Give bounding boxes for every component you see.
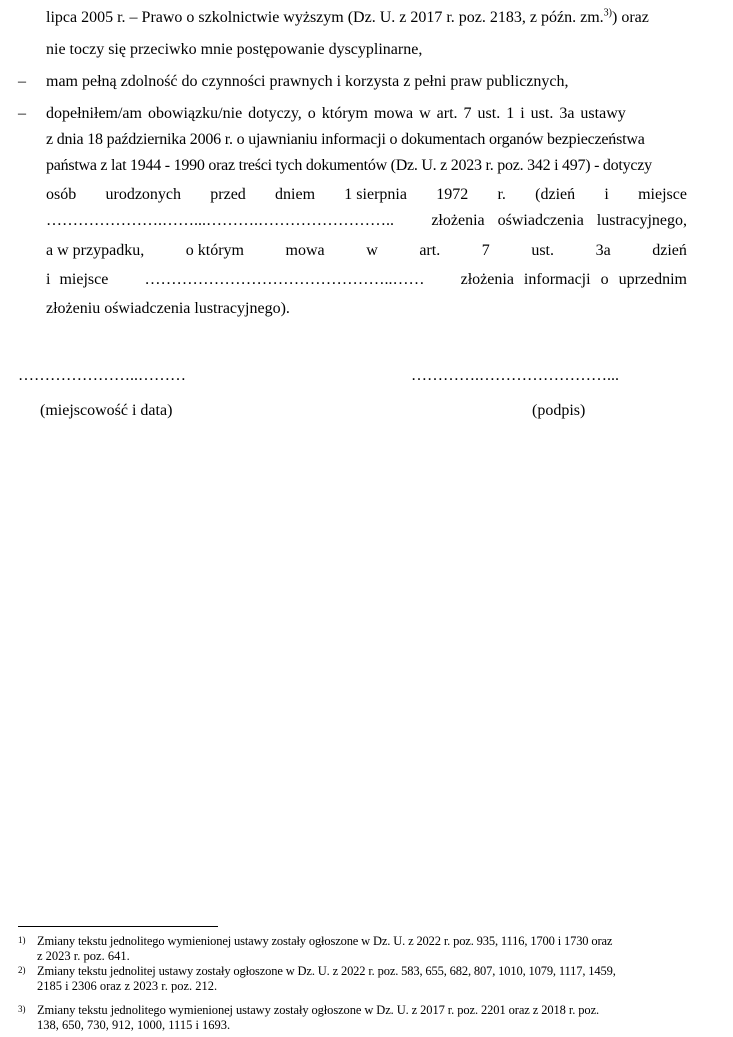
text-span: złożenia informacji o uprzednim (460, 271, 687, 288)
bullet-item-2-line-6 (46, 241, 687, 261)
word: urodzonych (105, 186, 182, 203)
footnote-1-line-2: z 2023 r. poz. 641. (37, 949, 130, 963)
text-span: i miejsce (46, 271, 109, 288)
word: dniem (275, 186, 316, 203)
word: r. (497, 186, 506, 203)
footnote-1-line-1: Zmiany tekstu jednolitego wymienionej ustawy zostały ogłoszone w Dz. U. z 2022 r. poz. 935, 1116, 1700 i 1730 oraz (37, 934, 613, 948)
bullet-item-2-line-8: złożeniu oświadczenia lustracyjnego). (46, 300, 290, 317)
word: o którym (185, 242, 244, 259)
text-span: złożenia oświadczenia lustracyjnego, (431, 212, 687, 229)
signature-dots: ………….……………………... (411, 367, 619, 384)
word: w (366, 242, 378, 259)
word: (dzień (535, 186, 576, 203)
bullet-dash: – (18, 105, 26, 122)
word: a w przypadku, (46, 242, 145, 259)
word: miejsce (638, 186, 687, 203)
footnote-ref: 3) (603, 7, 612, 19)
word: art. (419, 242, 441, 259)
word: 1 sierpnia (344, 186, 407, 203)
word: 7 (481, 242, 490, 259)
bullet-item-2-line-1: dopełniłem/am obowiązku/nie dotyczy, o którym mowa w art. 7 ust. 1 i ust. 3a ustawy (46, 105, 626, 122)
footnote-2-line-1: Zmiany tekstu jednolitej ustawy zostały ogłoszone w Dz. U. z 2022 r. poz. 583, 655, 682, 807, 1010, 1079, 1117, 1459, (37, 964, 616, 978)
word: mowa (285, 242, 325, 259)
signature-label: (podpis) (532, 402, 586, 419)
footnote-3-line-2: 138, 650, 730, 912, 1000, 1115 i 1693. (37, 1018, 231, 1032)
place-date-dots: …………………..……… (18, 367, 186, 384)
bullet-item-2-line-3: państwa z lat 1944 - 1990 oraz treści tych dokumentów (Dz. U. z 2023 r. poz. 342 i 497) - dotyczy (46, 157, 652, 174)
bullet-item-2-line-2: z dnia 18 października 2006 r. o ujawnianiu informacji o dokumentach organów bezpieczeństwa (46, 131, 645, 148)
bullet-item-2-line-4 (46, 185, 687, 205)
bullet-item-2-line-5 (46, 211, 687, 231)
text-span: lipca 2005 r. – Prawo o szkolnictwie wyższym (Dz. U. z 2017 r. poz. 2183, z późn. zm. (46, 9, 604, 26)
text-line-1 (46, 8, 687, 28)
word: 3a (595, 242, 611, 259)
footnote-3-line-1: Zmiany tekstu jednolitego wymienionej ustawy zostały ogłoszone w Dz. U. z 2017 r. poz. 2201 oraz z 2018 r. poz. (37, 1003, 600, 1017)
footnote-separator (18, 926, 218, 927)
word: i (604, 186, 609, 203)
footnote-3-mark: 3) (18, 1004, 26, 1014)
footnote-1-mark: 1) (18, 935, 26, 945)
word: dzień (652, 242, 687, 259)
word: 1972 (436, 186, 469, 203)
word: przed (210, 186, 246, 203)
word: ust. (531, 242, 554, 259)
text-line-2: nie toczy się przeciwko mnie postępowanie dyscyplinarne, (46, 41, 423, 58)
footnote-2-line-2: 2185 i 2306 oraz z 2023 r. poz. 212. (37, 979, 218, 993)
text-span: ) oraz (612, 9, 649, 26)
word: osób (46, 186, 77, 203)
footnote-2-mark: 2) (18, 965, 26, 975)
place-fill-dots: ………………………………………..…… (144, 271, 425, 288)
place-date-label: (miejscowość i data) (40, 402, 173, 419)
bullet-dash: – (18, 73, 26, 90)
bullet-item-2-line-7 (46, 270, 687, 290)
place-fill-dots: ………………….……...……….…………………….. (46, 212, 394, 229)
bullet-item-1: mam pełną zdolność do czynności prawnych i korzysta z pełni praw publicznych, (46, 73, 569, 90)
